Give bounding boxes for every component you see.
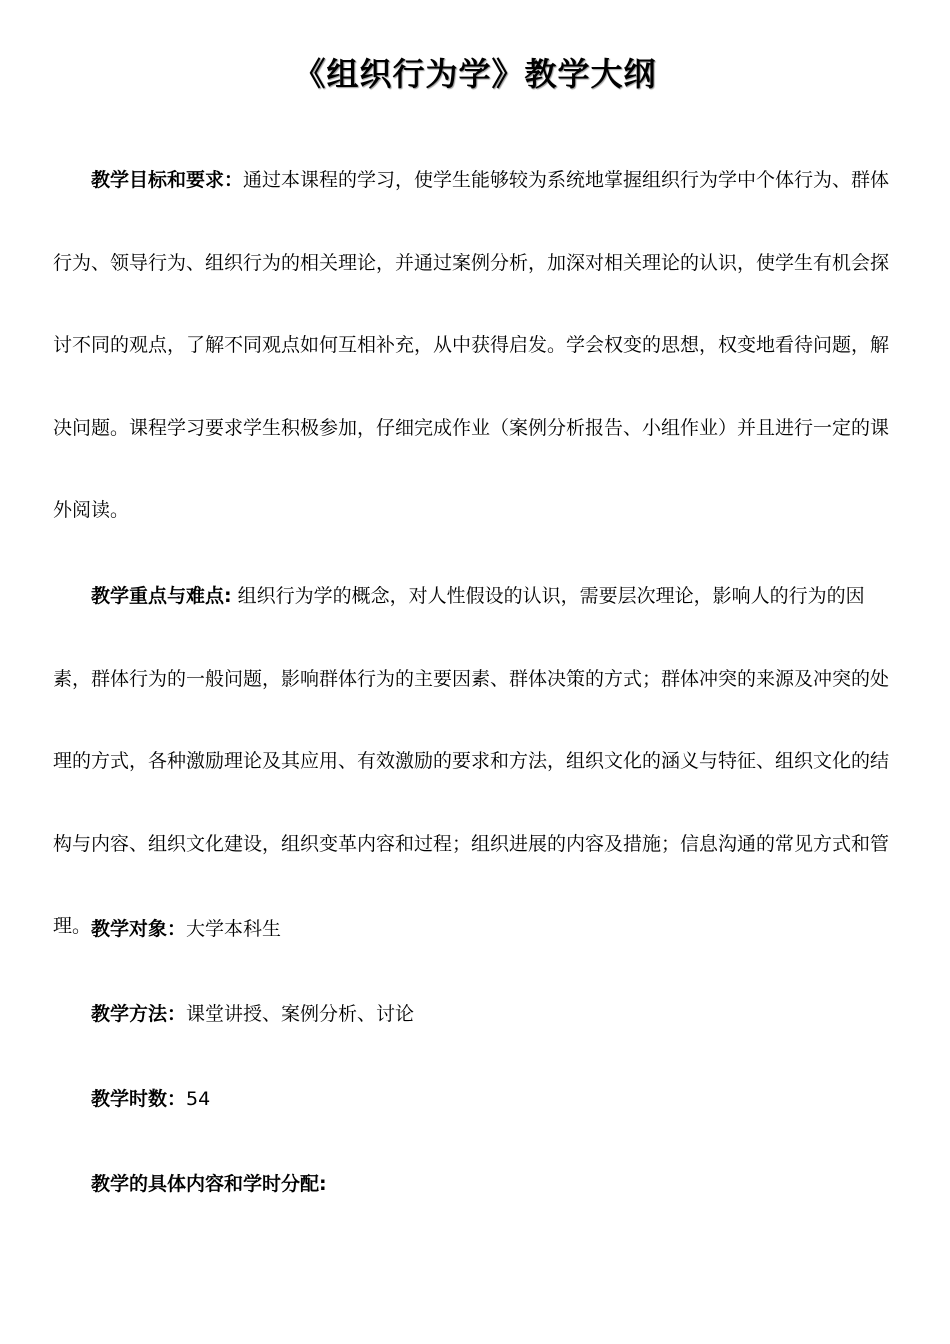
- section-goals-label: 教学目标和要求：: [91, 169, 244, 191]
- section-key-points-label: 教学重点与难点:: [91, 585, 232, 607]
- section-hours: [53, 1058, 901, 1141]
- section-content-allocation-label: 教学的具体内容和学时分配:: [91, 1173, 327, 1195]
- section-goals: [53, 139, 901, 552]
- section-methods-text: 课堂讲授、案例分析、讨论: [186, 1003, 415, 1025]
- section-audience: [53, 888, 901, 971]
- document-title: 《组织行为学》教学大纲: [293, 55, 657, 93]
- section-audience-text: 大学本科生: [186, 918, 282, 940]
- section-goals-text: 通过本课程的学习，使学生能够较为系统地掌握组织行为学中个体行为、群体行为、领导行为、组织行为的相关理论，并通过案例分析，加深对相关理论的认识，使学生有机会探讨不同的观点，了解不同观点如何互相补充，从中获得启发。学会权变的思想，权变地看待问题，解决问题。课程学习要求学生积极参加，仔细完成作业（案例分析报告、小组作业）并且进行一定的课外阅读。: [53, 169, 890, 521]
- section-audience-label: 教学对象：: [91, 918, 187, 940]
- section-key-points-text: 组织行为学的概念，对人性假设的认识，需要层次理论，影响人的行为的因素，群体行为的一般问题，影响群体行为的主要因素、群体决策的方式；群体冲突的来源及冲突的处理的方式，各种激励理论及其应用、有效激励的要求和方法，组织文化的涵义与特征、组织文化的结构与内容、组织文化建设，组织变革内容和过程；组织进展的内容及措施；信息沟通的常见方式和管理。: [53, 585, 890, 937]
- section-methods: [53, 973, 901, 1056]
- section-methods-label: 教学方法：: [91, 1003, 187, 1025]
- section-content-allocation: [53, 1143, 901, 1226]
- section-hours-label: 教学时数：: [91, 1088, 187, 1110]
- section-hours-text: 54: [186, 1088, 211, 1110]
